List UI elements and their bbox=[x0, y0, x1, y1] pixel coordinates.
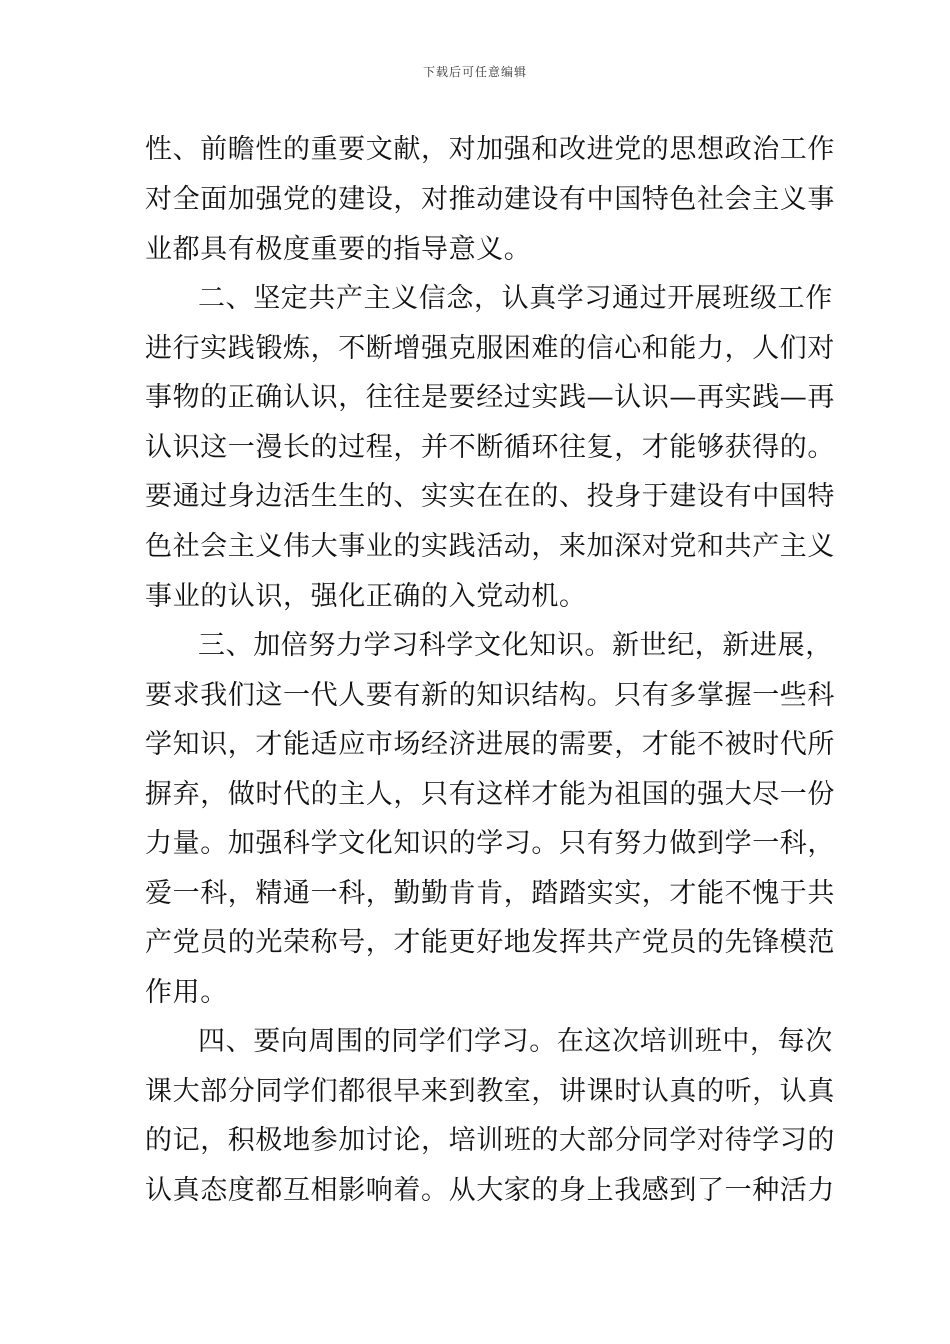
text-line: 进行实践锻炼，不断增强克服困难的信心和能力，人们对 bbox=[145, 333, 835, 364]
text-line: 产党员的光荣称号，才能更好地发挥共产党员的先锋模范 bbox=[145, 927, 835, 958]
text-line: 色社会主义伟大事业的实践活动，来加深对党和共产主义 bbox=[145, 531, 835, 562]
text-line: 认识这一漫长的过程，并不断循环往复，才能够获得的。 bbox=[145, 432, 835, 463]
text-line: 力量。加强科学文化知识的学习。只有努力做到学一科， bbox=[145, 828, 835, 859]
text-line: 课大部分同学们都很早来到教室，讲课时认真的听，认真 bbox=[145, 1076, 835, 1107]
page-header: 下载后可任意编辑 bbox=[422, 65, 527, 79]
text-line: 摒弃，做时代的主人，只有这样才能为祖国的强大尽一份 bbox=[145, 779, 835, 810]
text-line: 认真态度都互相影响着。从大家的身上我感到了一种活力 bbox=[145, 1175, 835, 1206]
text-line: 对全面加强党的建设，对推动建设有中国特色社会主义事 bbox=[145, 184, 835, 215]
paragraph-start-line: 二、坚定共产主义信念，认真学习通过开展班级工作 bbox=[198, 283, 833, 314]
text-line: 性、前瞻性的重要文献，对加强和改进党的思想政治工作 bbox=[145, 134, 835, 165]
paragraph-start-line: 三、加倍努力学习科学文化知识。新世纪，新进展， bbox=[198, 630, 833, 661]
text-line: 事物的正确认识，往往是要经过实践—认识—再实践—再 bbox=[145, 382, 835, 413]
text-line: 要通过身边活生生的、实实在在的、投身于建设有中国特 bbox=[145, 481, 835, 512]
text-line: 学知识，才能适应市场经济进展的需要，才能不被时代所 bbox=[145, 729, 835, 760]
text-line: 的记，积极地参加讨论，培训班的大部分同学对待学习的 bbox=[145, 1125, 835, 1156]
text-line: 爱一科，精通一科，勤勤肯肯，踏踏实实，才能不愧于共 bbox=[145, 878, 835, 909]
text-line: 事业的认识，强化正确的入党动机。 bbox=[145, 581, 587, 612]
text-line: 业都具有极度重要的指导意义。 bbox=[145, 234, 532, 265]
text-line: 要求我们这一代人要有新的知识结构。只有多掌握一些科 bbox=[145, 680, 835, 711]
text-line: 作用。 bbox=[145, 977, 228, 1008]
paragraph-start-line: 四、要向周围的同学们学习。在这次培训班中，每次 bbox=[198, 1026, 833, 1057]
